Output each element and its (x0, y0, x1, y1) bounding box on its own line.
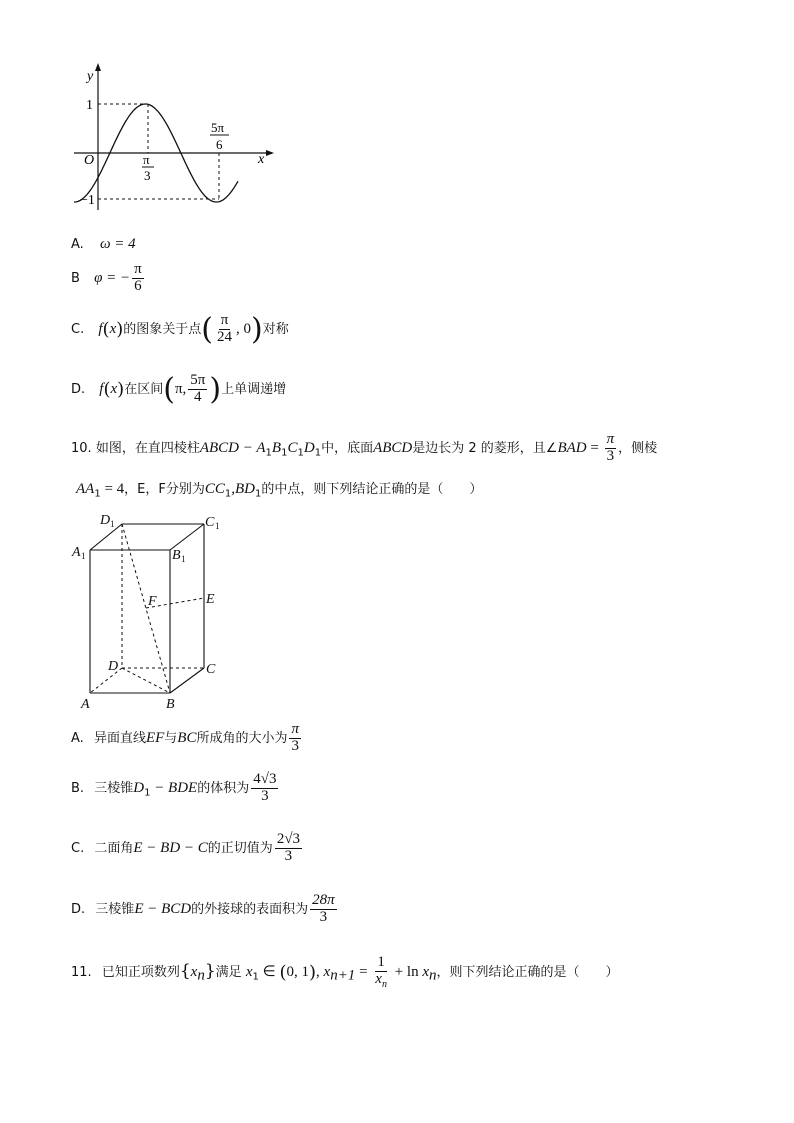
f-symbol: f (98, 321, 103, 337)
x-mark2-num: 5π (211, 120, 225, 135)
in-symbol: ∈ (258, 964, 280, 981)
y-axis-arrow (95, 63, 101, 71)
stem-text: 是边长为 2 的菱形，且∠ (412, 440, 558, 456)
option-text: 与 (164, 730, 178, 746)
label-c: C (206, 662, 216, 677)
label-c1: C (205, 515, 215, 530)
x-axis-label: x (258, 152, 265, 167)
base-name: ABCD (373, 439, 413, 456)
fraction-num: 4√3 (253, 771, 277, 787)
prism-figure (70, 508, 240, 718)
angle-name: BAD (557, 439, 587, 456)
label-sub: 1 (110, 519, 115, 529)
option-letter: C. (71, 322, 85, 337)
option-letter: A. (71, 730, 84, 746)
q10-stem-line1: 10. 如图，在直四棱柱ABCD − $A_1B_1C_1D_1$中，底面ABCD是边长为 2 的菱形，且∠BAD = $\frac{\pi}{3}$ ，侧棱 (71, 431, 658, 464)
fraction-num: π (134, 261, 142, 277)
fraction (605, 432, 617, 465)
stem-text: 如图，在直四棱柱 (95, 440, 200, 456)
fraction (188, 373, 207, 406)
label-f: F (148, 594, 157, 609)
interval: 0, 1 (286, 964, 309, 981)
label-b: B (166, 697, 175, 712)
fraction-den: 3 (261, 787, 269, 804)
question-number: 11. (71, 965, 92, 981)
label-d1: D (100, 513, 111, 528)
sine-graph (60, 60, 290, 220)
x-mark1-den: 3 (144, 168, 151, 183)
y-max-label: 1 (86, 98, 93, 113)
option-letter: B (71, 270, 80, 286)
edge-name: AA (76, 481, 95, 497)
fraction-den: 3 (284, 847, 293, 864)
label-e: E (206, 592, 215, 607)
label-d: D (108, 659, 119, 674)
edge-bd: ,BD (231, 481, 256, 497)
fraction-den: 4 (194, 389, 202, 405)
fraction-den: 3 (319, 908, 328, 925)
prism-name-c: C (287, 439, 298, 456)
fraction (373, 955, 389, 990)
xn: x (422, 964, 430, 981)
q11-stem: 11. 已知正项数列$\{x_n\}$满足 $x_1$ ∈ (0, 1), $x_{n+1}$ = $\frac{1}{x_n}$ + $\ln x_n$，则下列结论正确的是（ ） (71, 954, 619, 990)
stem-text: 中，底面 (321, 440, 374, 456)
stem-text: 的中点，则下列结论正确的是（ ） (261, 482, 483, 497)
subscript: 1 (144, 787, 151, 799)
equals: = (355, 964, 372, 981)
subscript: n (381, 978, 387, 990)
label-sub: 1 (81, 551, 86, 561)
option-text: 的图象关于点 (123, 322, 202, 337)
pyramid-rest: − BDE (150, 779, 198, 796)
edge-db-hidden (122, 668, 170, 693)
option-text: 的体积为 (197, 780, 250, 796)
subscript: n+1 (330, 967, 356, 984)
fraction-den: 24 (217, 329, 232, 345)
f-symbol: f (99, 381, 104, 397)
option-text: 三棱锥 (94, 780, 134, 796)
option-letter: C. (71, 840, 85, 856)
label-a: A (81, 697, 90, 712)
option-text: 三棱锥 (95, 901, 135, 917)
label-b1: B (172, 548, 181, 563)
prism-name: ABCD − A (199, 439, 266, 456)
fraction (275, 832, 302, 865)
option-text: 所成角的大小为 (196, 730, 288, 746)
fraction (289, 722, 301, 755)
option-lhs: φ = − (94, 269, 131, 286)
option-letter: A. (71, 237, 84, 252)
ln-term: + ln (390, 964, 423, 981)
fraction (215, 313, 234, 346)
fraction (251, 772, 278, 805)
fraction (132, 262, 144, 295)
prism-name-b: B (271, 439, 282, 456)
edge-bc (170, 668, 204, 693)
x-symbol: x (109, 321, 117, 337)
fraction-num: 2√3 (276, 831, 301, 847)
point-tail: , 0 (236, 321, 251, 337)
fraction-den: 3 (606, 447, 615, 464)
option-text: 的外接球的表面积为 (191, 901, 309, 917)
fraction (310, 893, 337, 926)
pyramid-expr: E − BCD (134, 900, 192, 917)
q10-option-a[interactable] (71, 722, 303, 755)
prism-name-d: D (303, 439, 315, 456)
stem-text: 满足 (215, 965, 242, 981)
x-mark1-num: π (143, 152, 150, 167)
q9-option-c[interactable]: C. f(x)的图象关于点( $\frac{\pi}{24}$ , 0)对称 (71, 312, 289, 347)
x-axis-arrow (266, 150, 274, 156)
y-min-label: −1 (80, 193, 95, 208)
question-number: 10. (71, 440, 92, 456)
seq-x: x (190, 964, 198, 981)
option-letter: D. (71, 901, 86, 917)
equals: = (586, 439, 603, 456)
stem-text: 已知正项数列 (101, 965, 180, 981)
option-text: 的正切值为 (207, 840, 273, 856)
label-a1: A (72, 545, 81, 560)
vertex-d: D (133, 779, 145, 796)
option-text: 对称 (262, 322, 289, 337)
option-letter: B. (71, 780, 85, 796)
option-text: 在区间 (124, 382, 164, 397)
label-sub: 1 (215, 521, 220, 531)
fraction-num: π (291, 721, 299, 737)
q10-option-d[interactable] (71, 893, 339, 926)
fraction-den: x (375, 970, 382, 987)
x1: x (245, 964, 253, 981)
fraction-den: 3 (291, 737, 299, 754)
q9-option-a[interactable] (71, 236, 136, 253)
option-text: 上单调递增 (221, 382, 287, 397)
fraction-num: π (606, 431, 615, 447)
subscript: 1 (252, 971, 259, 983)
fraction-num: 1 (377, 954, 385, 970)
dihedral-expr: E − BD − C (133, 839, 208, 856)
interval-start: π, (174, 381, 187, 397)
edge-value: = 4 (100, 481, 125, 497)
option-text: 二面角 (94, 840, 134, 856)
q10-option-c[interactable] (71, 832, 304, 865)
option-letter: D. (71, 382, 86, 397)
option-expression: ω = 4 (99, 236, 136, 252)
fraction-num: 5π (190, 372, 206, 389)
q9-option-b[interactable] (71, 262, 146, 295)
edge-cc: CC (204, 481, 225, 497)
edge-c1b1 (170, 524, 204, 550)
fraction-num: 28π (312, 892, 335, 908)
subscript: n (429, 967, 437, 984)
x-mark2-den: 6 (216, 137, 223, 152)
stem-text: ，E，F分别为 (124, 482, 205, 497)
subscript: n (197, 967, 205, 984)
subscript: 1 (314, 447, 322, 459)
xn1: x (323, 964, 331, 981)
q10-stem-line2: $AA_1 = 4$，E，F分别为$CC_1,BD_1$的中点，则下列结论正确的是（ ） (76, 481, 483, 500)
line-bc: BC (177, 729, 197, 746)
line-ef: EF (145, 729, 165, 746)
y-axis-label: y (87, 69, 94, 84)
label-sub: 1 (181, 554, 186, 564)
stem-text: ，则下列结论正确的是（ ） (436, 965, 619, 981)
x-symbol: x (110, 381, 118, 397)
option-text: 异面直线 (93, 730, 146, 746)
q9-option-d[interactable]: D. f(x)在区间(π, $\frac{5\pi}{4}$ )上单调递增 (71, 372, 287, 407)
fraction-den: 6 (134, 277, 142, 294)
fraction-num: π (220, 312, 229, 329)
stem-text: ，侧棱 (618, 440, 658, 456)
origin-label: O (84, 153, 95, 168)
q10-option-b[interactable] (71, 772, 280, 805)
